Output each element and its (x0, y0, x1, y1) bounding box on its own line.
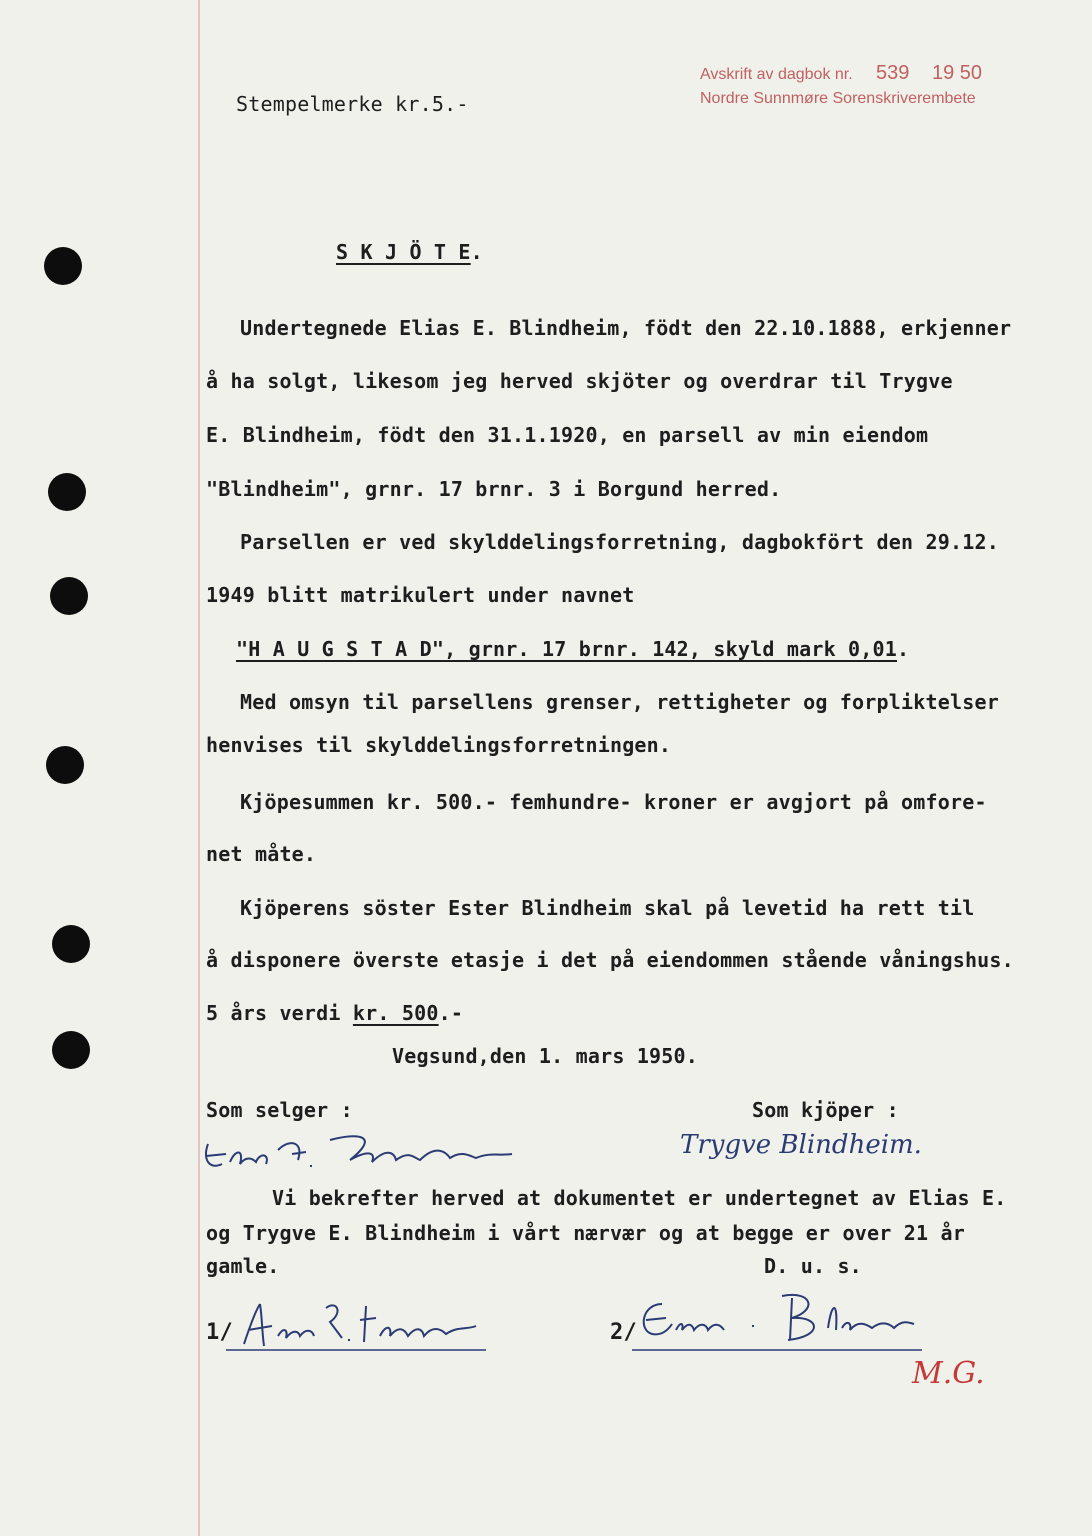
stamp-office: Nordre Sunnmøre Sorenskriverembete (700, 90, 976, 107)
body-line: Undertegnede Elias E. Blindheim, födt den 22.10.1888, erkjenner (240, 316, 1012, 340)
punch-hole (52, 1031, 90, 1069)
value-label: 5 års verdi (206, 1001, 353, 1025)
body-line: E. Blindheim, födt den 31.1.1920, en parsell av min eiendom (206, 423, 929, 447)
buyer-label: Som kjöper : (752, 1098, 899, 1122)
witness-2-signature (632, 1290, 932, 1358)
buyer-signature: Trygve Blindheim. (680, 1130, 922, 1160)
body-line: henvises til skylddelingsforretningen. (206, 733, 672, 757)
title-period: . (470, 240, 483, 264)
stamp-year: 19 50 (932, 62, 983, 84)
place-date: Vegsund,den 1. mars 1950. (392, 1044, 699, 1068)
seller-signature (200, 1130, 520, 1184)
witness-1-signature (226, 1296, 496, 1360)
punch-hole (52, 925, 90, 963)
body-line: Med omsyn til parsellens grenser, rettigheter og forpliktelser (240, 690, 999, 714)
margin-rule (198, 0, 200, 1536)
punch-hole (50, 577, 88, 615)
witness-closing: D. u. s. (764, 1254, 862, 1278)
body-line: net måte. (206, 842, 317, 866)
body-line: Kjöpesummen kr. 500.- femhundre- kroner er avgjort på omfore- (240, 790, 987, 814)
witness-line: og Trygve E. Blindheim i vårt nærvær og at begge er over 21 år (206, 1221, 965, 1245)
punch-hole (44, 247, 82, 285)
stamp-prefix: Avskrift av dagbok nr. (700, 66, 853, 83)
body-line: Kjöperens söster Ester Blindheim skal på levetid ha rett til (240, 896, 975, 920)
value-amount: kr. 500 (352, 1001, 439, 1025)
body-line: "Blindheim", grnr. 17 brnr. 3 i Borgund herred. (206, 477, 782, 501)
punch-hole (46, 746, 84, 784)
witness-1-prefix: 1/ (206, 1320, 233, 1345)
initials-mark: M.G. (912, 1356, 985, 1391)
witness-1-signature-drawing (226, 1296, 496, 1356)
value-line (206, 1001, 463, 1025)
document-title (336, 240, 483, 264)
punch-hole (48, 473, 86, 511)
body-line: å ha solgt, likesom jeg herved skjöter og overdrar til Trygve (206, 369, 953, 393)
title-text: S K J Ö T E (336, 240, 471, 264)
witness-line: gamle. (206, 1254, 280, 1278)
body-line: Parsellen er ved skylddelingsforretning, dagbokfört den 29.12. (240, 530, 999, 554)
stamp-number: 539 (876, 62, 910, 84)
witness-2-prefix: 2/ (610, 1320, 637, 1345)
stamp-duty-note: Stempelmerke kr.5.- (236, 92, 469, 116)
witness-line: Vi bekrefter herved at dokumentet er undertegnet av Elias E. (272, 1186, 1007, 1210)
body-line: å disponere överste etasje i det på eiendommen stående våningshus. (206, 948, 1014, 972)
seller-signature-drawing (200, 1130, 520, 1180)
property-name: "H A U G S T A D", grnr. 17 brnr. 142, skyld mark 0,01 (236, 637, 898, 661)
body-line: 1949 blitt matrikulert under navnet (206, 583, 635, 607)
seller-label: Som selger : (206, 1098, 353, 1122)
property-name-line: "H A U G S T A D", grnr. 17 brnr. 142, skyld mark 0,01. (236, 637, 910, 661)
witness-2-signature-drawing (632, 1290, 932, 1354)
value-suffix: .- (438, 1001, 464, 1025)
